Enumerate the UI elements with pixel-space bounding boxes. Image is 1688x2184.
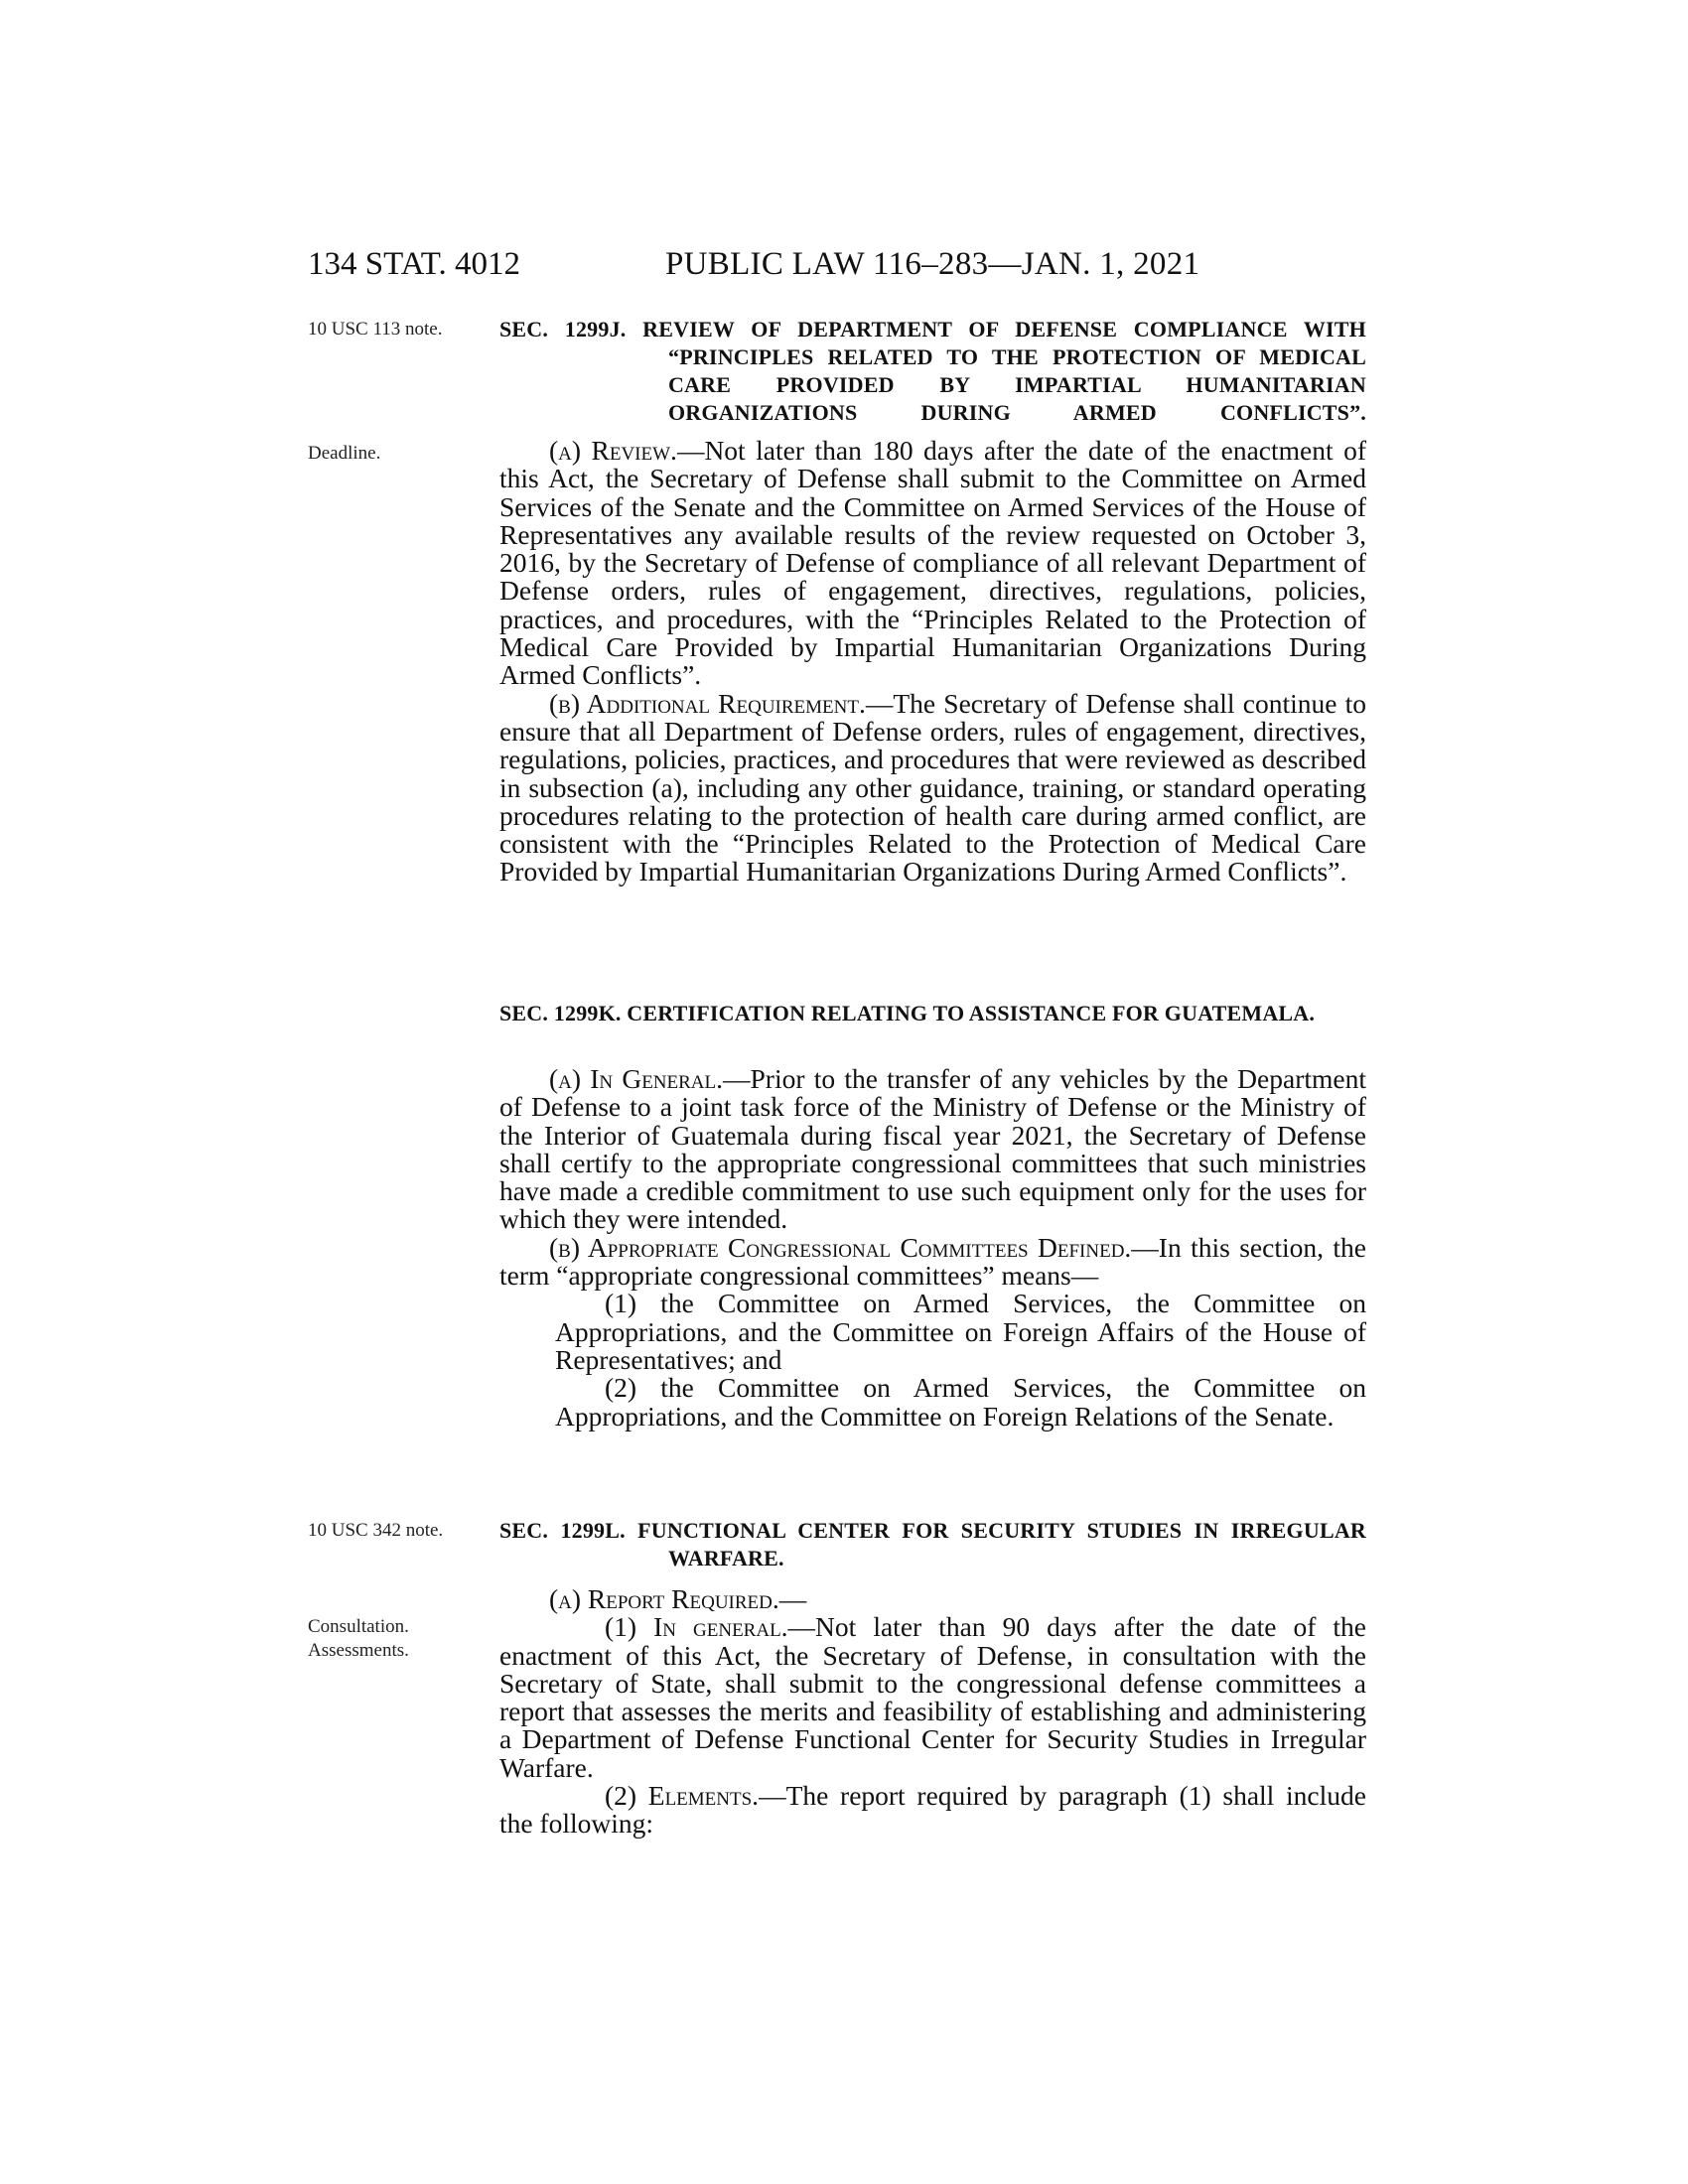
section-1299j-subsection-b <box>499 687 1366 887</box>
margin-note-usc-113: 10 USC 113 note. <box>308 319 443 340</box>
section-1299k <box>499 1000 1366 1027</box>
section-1299l-subsection-a <box>499 1585 1366 1613</box>
section-1299l-body <box>499 1585 1366 1839</box>
paragraph-1-text: —Not later than 90 days after the date of the enactment of this Act, the Secretary of Defense, in consultation with the Secretary of State, shall submit to the congressional defense committees a report that assesses the merits and feasibility of establishing and administering a Department of Defense Functional Center for Security Studies in Irregular Warfare. <box>499 1611 1366 1783</box>
subsection-a-heading: (a) Report Required. <box>549 1583 779 1614</box>
section-1299k-body <box>499 1065 1366 1431</box>
paragraph-1-heading: (1) In general. <box>605 1611 788 1643</box>
subsection-a-text: —Prior to the transfer of any vehicles by the Department of Defense to a joint task force of the Ministry of Defense or the Ministry of the Interior of Guatemala during fiscal year 2021, the Secretary of Defense shall certify to the appropriate congressional committees that such ministries have made a credible commitment to use such equipment only for the uses for which they were intended. <box>499 1063 1366 1235</box>
paragraph-2-text: —The report required by paragraph (1) shall include the following: <box>499 1780 1366 1840</box>
section-1299l-heading: SEC. 1299L. FUNCTIONAL CENTER FOR SECURITY STUDIES IN IRREGULAR WARFARE. <box>499 1518 1366 1570</box>
section-1299k-heading: SEC. 1299K. CERTIFICATION RELATING TO ASSISTANCE FOR GUATEMALA. <box>499 1001 1316 1025</box>
subsection-a-heading: (a) Review. <box>549 435 677 466</box>
subsection-b-heading: (b) Appropriate Congressional Committees Defined. <box>549 1231 1132 1263</box>
section-1299k-paragraph-1: (1) the Committee on Armed Services, the Committee on Appropriations, and the Committee on Foreign Affairs of the House of Representatives; and <box>555 1288 1366 1375</box>
section-1299l-paragraph-1 <box>499 1613 1366 1782</box>
section-1299j-subsection-a <box>499 437 1366 690</box>
subsection-b-heading: (b) Additional Requirement. <box>549 687 866 719</box>
margin-note-usc-342: 10 USC 342 note. <box>308 1520 444 1541</box>
section-1299k-subsection-a <box>499 1065 1366 1234</box>
section-1299k-subsection-b <box>499 1231 1366 1292</box>
subsection-a-dash: — <box>778 1583 807 1614</box>
paragraph-2-heading: (2) Elements. <box>605 1780 760 1812</box>
section-1299k-paragraph-2: (2) the Committee on Armed Services, the Committee on Appropriations, and the Committee on Foreign Relations of the Senate. <box>555 1372 1366 1432</box>
subsection-b-text: —In this section, the term “appropriate congressional committees” means— <box>499 1231 1366 1292</box>
margin-note-consultation: Consultation. <box>308 1616 409 1637</box>
section-1299j-body <box>499 437 1366 887</box>
margin-note-deadline: Deadline. <box>308 443 381 464</box>
public-law-title: PUBLIC LAW 116–283—JAN. 1, 2021 <box>665 246 1200 282</box>
subsection-a-text: —Not later than 180 days after the date of the enactment of this Act, the Secretary of Defense shall submit to the Committee on Armed Services of the Senate and the Committee on Armed Services of the House of Representatives any available results of the review requested on October 3, 2016, by the Secretary of Defense of compliance of all relevant Department of Defense orders, rules of engagement, directives, regulations, policies, practices, and procedures, with the “Principles Related to the Protection of Medical Care Provided by Impartial Humanitarian Organizations During Armed Conflicts”. <box>499 435 1366 691</box>
margin-note-assessments: Assessments. <box>308 1640 409 1661</box>
subsection-b-text: —The Secretary of Defense shall continue to ensure that all Department of Defense orders, rules of engagement, directives, regulations, policies, practices, and procedures that were reviewed as described in subsection (a), including any other guidance, training, or standard operating procedures relating to the protection of health care during armed conflict, are consistent with the “Principles Related to the Protection of Medical Care Provided by Impartial Humanitarian Organizations During Armed Conflicts”. <box>499 687 1366 887</box>
section-1299j-heading: SEC. 1299J. REVIEW OF DEPARTMENT OF DEFENSE COMPLIANCE WITH “PRINCIPLES RELATED TO THE PROTECTION OF MEDICAL CARE PROVIDED BY IMPARTIAL HUMANITARIAN ORGANIZATIONS DURING ARMED CONFLICTS”. <box>499 317 1366 425</box>
section-1299j <box>499 316 1366 427</box>
section-1299l-paragraph-2 <box>499 1782 1366 1839</box>
section-1299l <box>499 1517 1366 1572</box>
subsection-a-heading: (a) In General. <box>549 1063 724 1094</box>
running-header <box>308 246 1400 296</box>
stat-page-number: 134 STAT. 4012 <box>308 246 521 282</box>
